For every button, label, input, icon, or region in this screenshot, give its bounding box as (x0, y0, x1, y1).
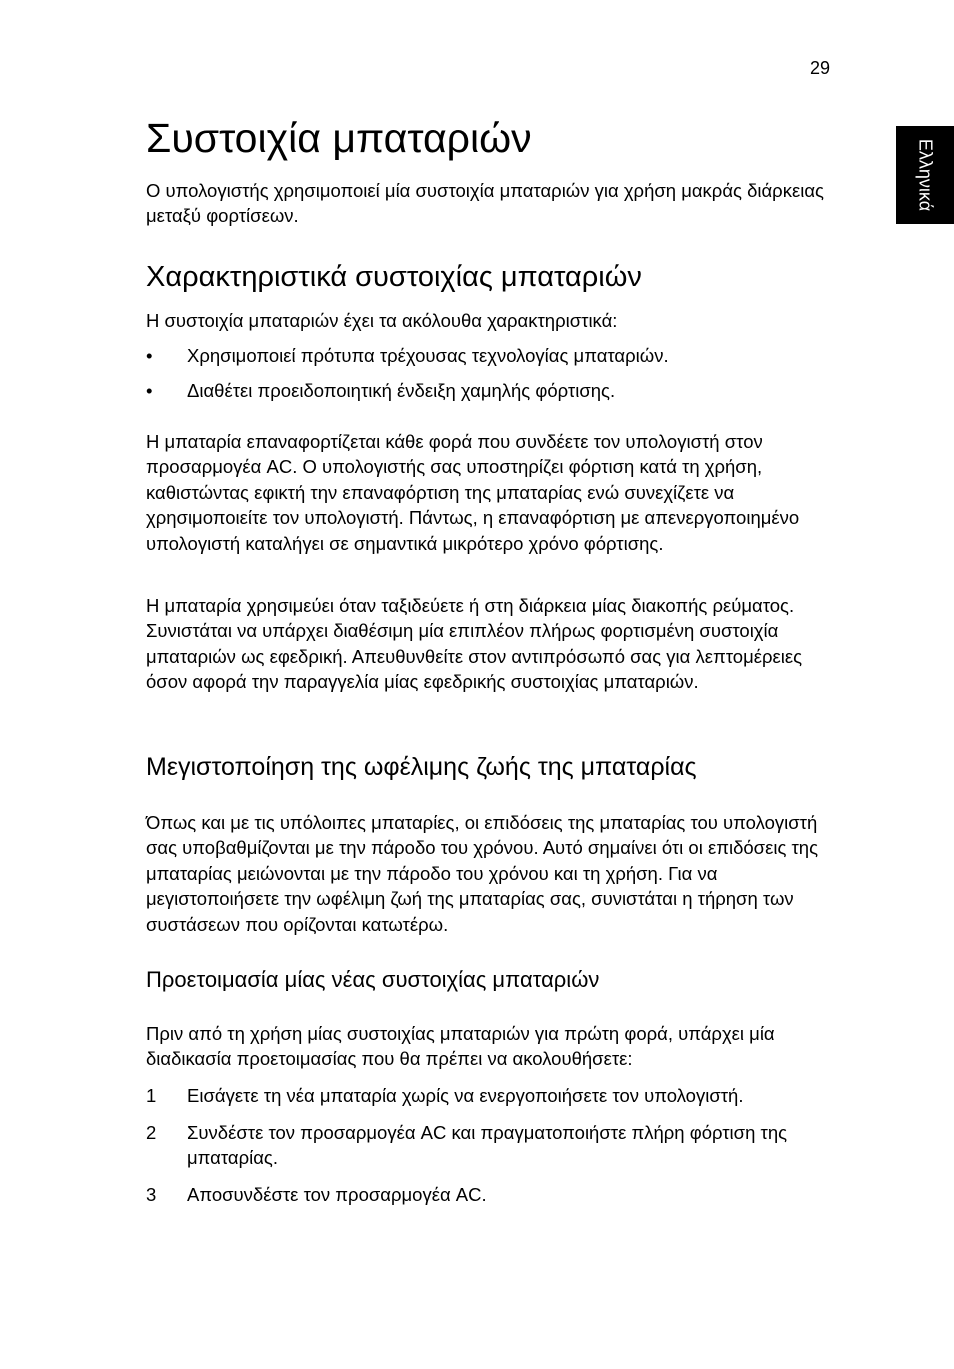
body-paragraph: Η μπαταρία χρησιμεύει όταν ταξιδεύετε ή στη διάρκεια μίας διακοπής ρεύματος. Συνιστάται να υπάρχει διαθέσιμη μία επιπλέον πλήρως φορτισμένη συστοιχία μπαταριών ως εφεδρική. Απευθυνθείτε στον αντιπρόσωπό σας για λεπτομέρειες όσον αφορά την παραγγελία μίας εφεδρικής συστοιχίας μπαταριών. (146, 595, 803, 693)
bullet-marker: • (146, 380, 153, 401)
list-item-text: Αποσυνδέστε τον προσαρμογέα AC. (187, 1184, 487, 1205)
page-number: 29 (809, 58, 830, 78)
features-lead: Η συστοιχία μπαταριών έχει τα ακόλουθα χαρακτηριστικά: (146, 310, 618, 331)
intro-paragraph: Ο υπολογιστής χρησιμοποιεί μία συστοιχία μπαταριών για χρήση μακράς διάρκειας μεταξύ φορτίσεων. (146, 180, 824, 227)
section-heading-maximize: Μεγιστοποίηση της ωφέλιμης ζωής της μπαταρίας (146, 753, 697, 781)
body-paragraph: Πριν από τη χρήση μίας συστοιχίας μπαταριών για πρώτη φορά, υπάρχει μία διαδικασία προετοιμασίας που θα πρέπει να ακολουθήσετε: (146, 1023, 775, 1070)
page-title: Συστοιχία μπαταριών (146, 115, 532, 161)
step-number: 2 (146, 1122, 157, 1143)
section-heading-features: Χαρακτηριστικά συστοιχίας μπαταριών (146, 261, 642, 293)
list-item-text: Διαθέτει προειδοποιητική ένδειξη χαμηλής φόρτισης. (187, 380, 616, 401)
section-heading-conditioning: Προετοιμασία μίας νέας συστοιχίας μπαταριών (146, 967, 600, 992)
body-paragraph: Η μπαταρία επαναφορτίζεται κάθε φορά που συνδέετε τον υπολογιστή στον προσαρμογέα AC. Ο υπολογιστής σας υποστηρίζει φόρτιση κατά τη χρήση, καθιστώντας εφικτή την επαναφόρτιση της μπαταρίας ενώ συνεχίζετε να χρησιμοποιείτε τον υπολογιστή. Πάντως, η επαναφόρτιση με απενεργοποιημένο υπολογιστή καταλήγει σε σημαντικά μικρότερο χρόνο φόρτισης. (146, 431, 800, 554)
step-number: 1 (146, 1085, 157, 1106)
language-tab (896, 126, 954, 224)
language-tab-label: Ελληνικά (915, 138, 936, 212)
body-paragraph: Όπως και με τις υπόλοιπες μπαταρίες, οι επιδόσεις της μπαταρίας του υπολογιστή σας υποβαθμίζονται με την πάροδο του χρόνου. Αυτό σημαίνει ότι οι επιδόσεις της μπαταρίας μειώνονται με την πάροδο του χρόνου και τη χρήση. Για να μεγιστοποιήσετε την ωφέλιμη ζωή της μπαταρίας σας, συνιστάται η τήρηση των συστάσεων που ορίζονται κατωτέρω. (146, 812, 819, 935)
list-item-text: Χρησιμοποιεί πρότυπα τρέχουσας τεχνολογίας μπαταριών. (187, 345, 669, 366)
bullet-marker: • (146, 345, 153, 366)
list-item-text: Συνδέστε τον προσαρμογέα AC και πραγματοποιήστε πλήρη φόρτιση της μπαταρίας. (187, 1122, 788, 1169)
list-item-text: Εισάγετε τη νέα μπαταρία χωρίς να ενεργοποιήσετε τον υπολογιστή. (187, 1085, 744, 1106)
step-number: 3 (146, 1184, 157, 1205)
